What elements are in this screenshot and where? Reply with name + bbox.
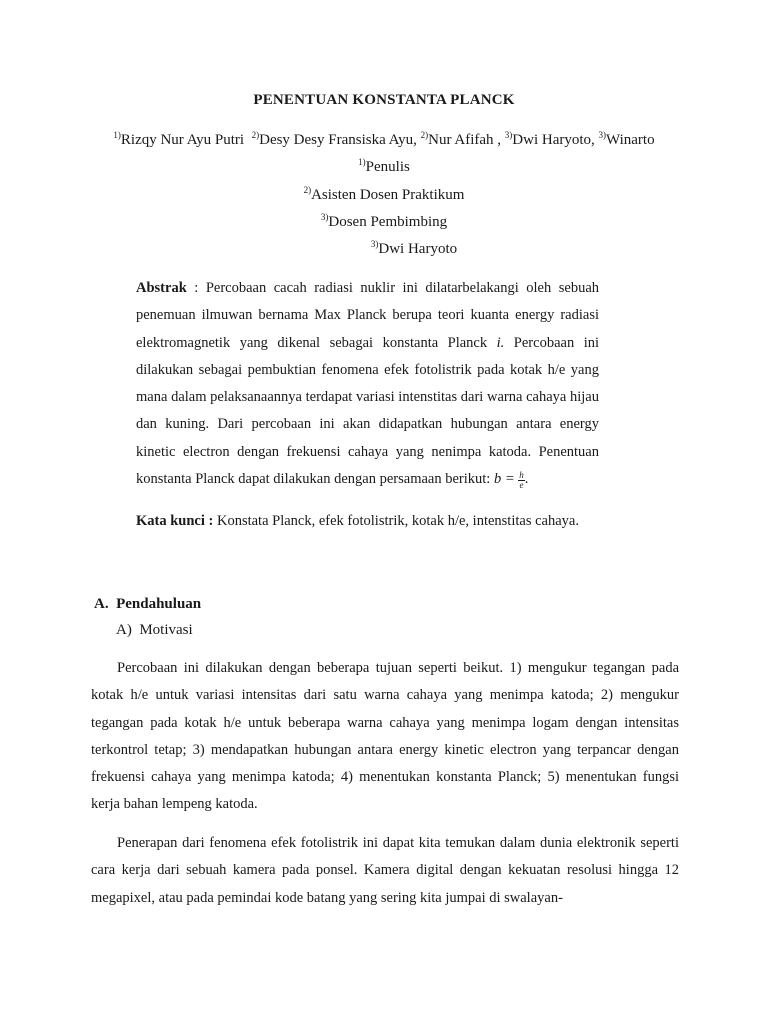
author-2: $^{2)}$Desy Desy Fransiska Ayu, — [251, 130, 421, 148]
author-1: $^{1)}$Rizqy Nur Ayu Putri — [113, 130, 252, 148]
affiliation-4: $^{3)}$Dwi Haryoto — [370, 239, 458, 257]
formula-lhs: b = — [493, 471, 519, 488]
abstract — [136, 275, 599, 493]
keywords: Kata kunci : Konstata Planck, efek fotolistrik, kotak h/e, intenstitas cahaya. — [136, 513, 579, 529]
formula-fraction: $\frac{h}{e}$ — [519, 470, 524, 491]
affiliation-3: $^{3)}$Dosen Pembimbing — [320, 212, 448, 230]
author-3: $^{2)}$Nur Afifah , — [420, 130, 505, 148]
abstract-paragraph: Abstrak : Percobaan cacah radiasi nuklir ini dilatarbelakangi oleh sebuah penemuan ilmuwan bernama Max Planck berupa teori kuanta energy radiasi elektromagnetik yang dikenal sebagai konstanta Planck i. Percobaan ini dilakukan sebagai pembuktian fenomena efek fotolistrik pada kotak h/e yang mana dalam pelaksanaannya terdapat variasi intenstitas dari warna cahaya hijau dan kuning. Dari percobaan ini akan didapatkan hubungan antara energy kinetic electron dengan frekuensi cahaya yang nenimpa katoda. Penentuan konstanta Planck dapat dilakukan dengan persamaan berikut: b = $\frac{h}{e}$ . — [136, 280, 600, 491]
keywords-label: Kata kunci : — [136, 513, 214, 529]
abstract-label: Abstrak — [136, 280, 187, 296]
body-paragraph-2: Penerapan dari fenomena efek fotolistrik ini dapat kita temukan dalam dunia elektronik seperti cara kerja dari sebuah kamera pada ponsel. Kamera digital dengan kekuatan resolusi hingga 12 megapixel, atau pada pemindai kode batang yang sering kita jumpai di swalayan- — [91, 835, 679, 906]
subsection-heading: A) Motivasi — [116, 622, 193, 638]
section-heading: A. Pendahuluan — [94, 596, 202, 612]
author-5: $^{3)}$Winarto — [598, 130, 655, 148]
author-list — [0, 130, 768, 149]
author-4: $^{3)}$Dwi Haryoto, — [504, 130, 599, 148]
body-paragraph-1: Percobaan ini dilakukan dengan beberapa tujuan seperti beikut. 1) mengukur tegangan pada kotak h/e untuk variasi intensitas dari satu warna cahaya yang menimpa katoda; 2) mengukur tegangan pada kotak h/e untuk beberapa warna cahaya yang menimpa logam dengan intensitas terkontrol tetap; 3) mendapatkan hubungan antara energy kinetic electron yang terpancar dengan frekuensi cahaya yang menimpa katoda; 4) menentukan konstanta Planck; 5) menentukan fungsi kerja bahan lempeng katoda. — [91, 660, 679, 813]
affiliation-1: $^{1)}$Penulis — [358, 157, 410, 175]
paper-title: PENENTUAN KONSTANTA PLANCK — [253, 92, 515, 108]
affiliation-2: $^{2)}$Asisten Dosen Praktikum — [303, 185, 465, 203]
